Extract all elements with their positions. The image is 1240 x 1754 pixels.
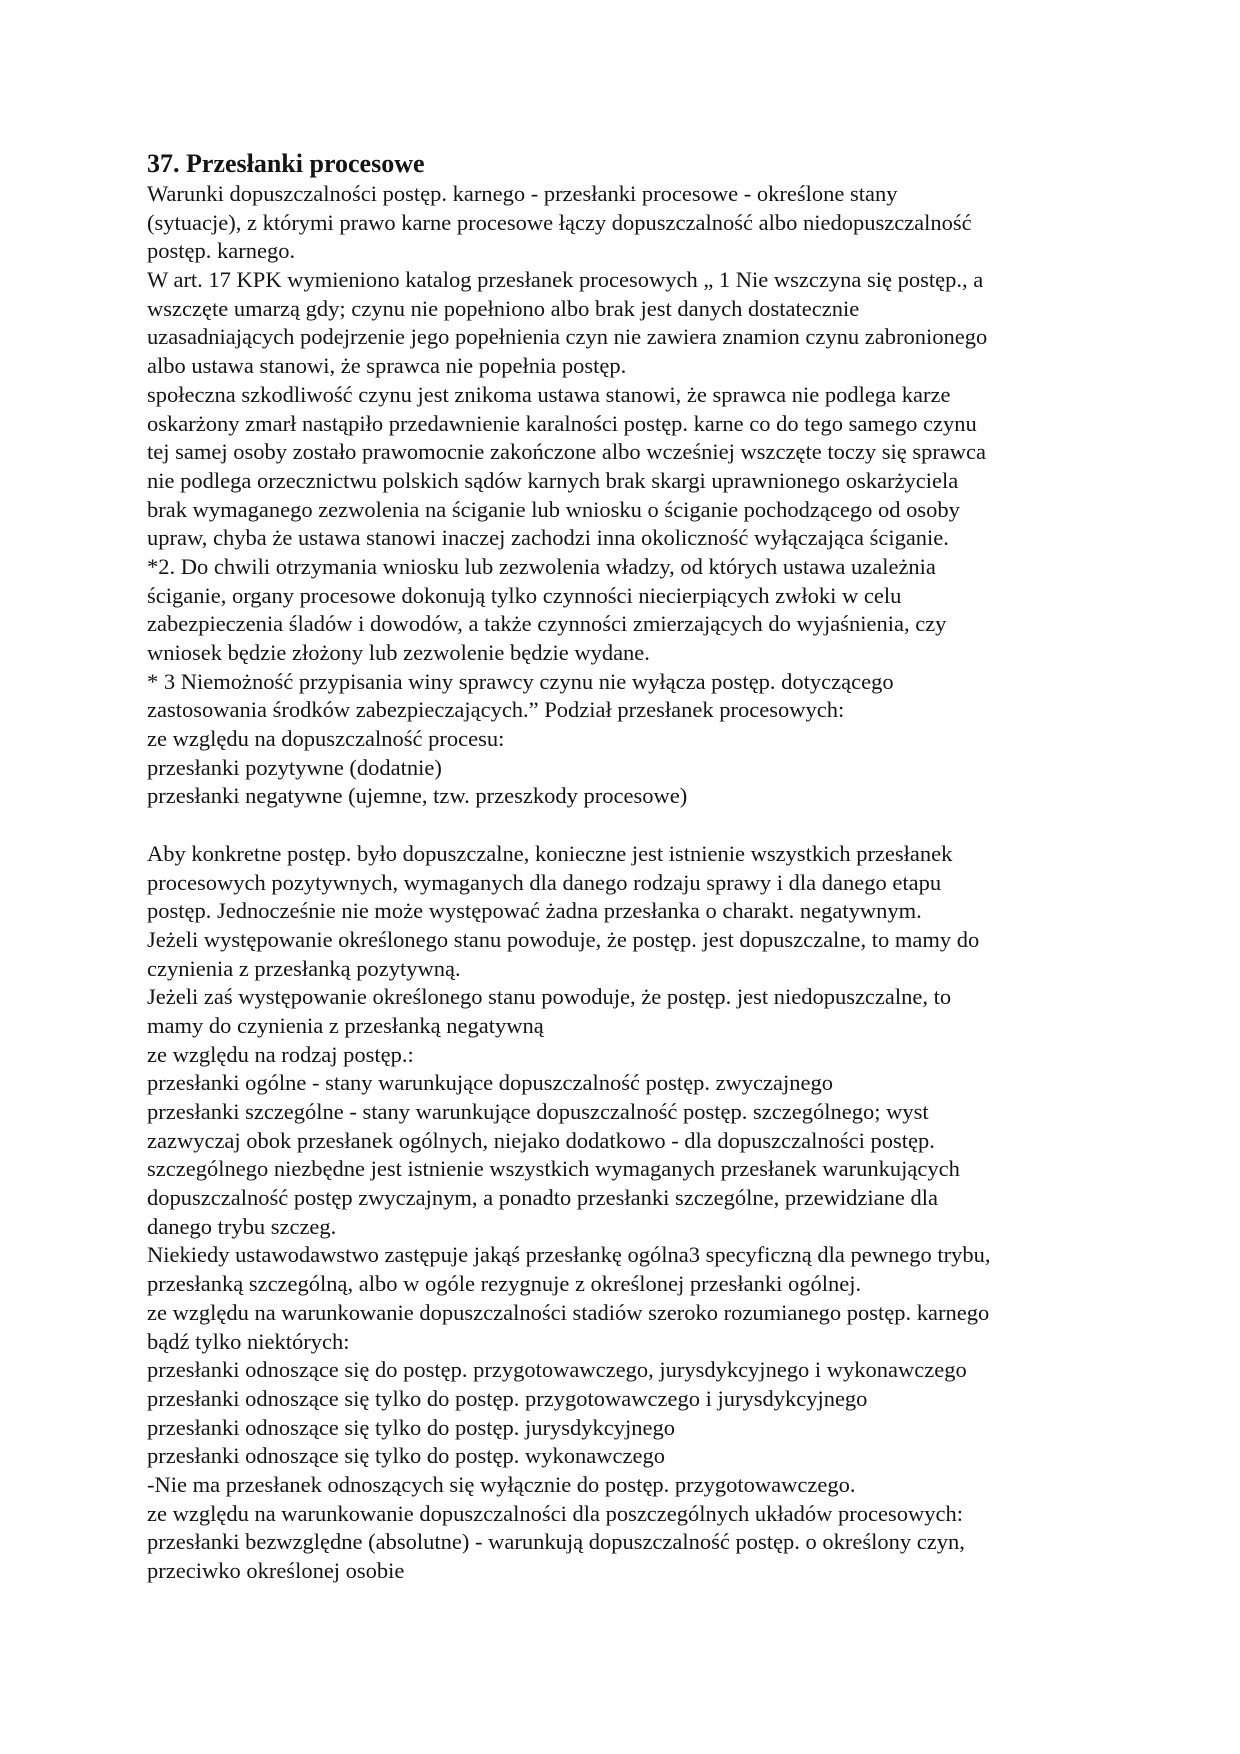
text-line: czynienia z przesłanką pozytywną. — [147, 955, 461, 981]
text-line: ze względu na warunkowanie dopuszczalności stadiów szeroko rozumianego postęp. karnego — [147, 1299, 990, 1325]
text-line: postęp. karnego. — [147, 238, 296, 264]
text-line: -Nie ma przesłanek odnoszących się wyłącznie do postęp. przygotowawczego. — [147, 1471, 856, 1497]
text-line: W art. 17 KPK wymieniono katalog przesłanek procesowych „ 1 Nie wszczyna się postęp., a — [147, 267, 984, 293]
text-line: przesłanki negatywne (ujemne, tzw. przeszkody procesowe) — [147, 783, 688, 809]
text-line: przesłanki pozytywne (dodatnie) — [147, 754, 442, 780]
text-line: Niekiedy ustawodawstwo zastępuje jakąś przesłankę ogólna3 specyficzną dla pewnego trybu, — [147, 1242, 991, 1268]
text-line: albo ustawa stanowi, że sprawca nie popełnia postęp. — [147, 353, 627, 379]
text-line: bądź tylko niektórych: — [147, 1328, 350, 1354]
text-line: zabezpieczenia śladów i dowodów, a także czynności zmierzających do wyjaśnienia, czy — [147, 611, 947, 637]
text-line: ściganie, organy procesowe dokonują tylko czynności niecierpiących zwłoki w celu — [147, 582, 902, 608]
text-line: upraw, chyba że ustawa stanowi inaczej zachodzi inna okoliczność wyłączająca ściganie. — [147, 525, 949, 551]
text-line: dopuszczalność postęp zwyczajnym, a ponadto przesłanki szczególne, przewidziane dla — [147, 1185, 938, 1211]
text-line: *2. Do chwili otrzymania wniosku lub zezwolenia władzy, od których ustawa uzależnia — [147, 553, 936, 579]
text-line: Jeżeli występowanie określonego stanu powoduje, że postęp. jest dopuszczalne, to mamy do — [147, 926, 980, 952]
text-line: przesłanki szczególne - stany warunkujące dopuszczalność postęp. szczególnego; wyst — [147, 1099, 929, 1124]
text-line: przesłanką szczególną, albo w ogóle rezygnuje z określonej przesłanki ogólnej. — [147, 1271, 862, 1297]
text-line: Jeżeli zaś występowanie określonego stanu powoduje, że postęp. jest niedopuszczalne, to — [147, 984, 952, 1010]
text-line: oskarżony zmarł nastąpiło przedawnienie karalności postęp. karne co do tego samego czynu — [147, 410, 977, 436]
text-line: wszczęte umarzą gdy; czynu nie popełniono albo brak jest danych dostatecznie — [147, 295, 860, 321]
text-line: społeczna szkodliwość czynu jest znikoma ustawa stanowi, że sprawca nie podlega karze — [147, 381, 951, 407]
text-line: ze względu na dopuszczalność procesu: — [147, 726, 505, 752]
text-line: (sytuacje), z którymi prawo karne procesowe łączy dopuszczalność albo niedopuszczalność — [147, 209, 972, 235]
text-line: przeciwko określonej osobie — [147, 1558, 405, 1583]
text-line: przesłanki odnoszące się tylko do postęp. wykonawczego — [147, 1443, 665, 1469]
text-line: nie podlega orzecznictwu polskich sądów karnych brak skargi uprawnionego oskarżyciela — [147, 467, 959, 493]
text-line: Aby konkretne postęp. było dopuszczalne, konieczne jest istnienie wszystkich przesłanek — [147, 840, 953, 866]
text-line: ze względu na warunkowanie dopuszczalności dla poszczególnych układów procesowych: — [147, 1500, 963, 1526]
text-line: przesłanki odnoszące się tylko do postęp. przygotowawczego i jurysdykcyjnego — [147, 1385, 868, 1411]
text-line: przesłanki bezwzględne (absolutne) - warunkują dopuszczalność postęp. o określony czyn, — [147, 1529, 965, 1555]
text-line: brak wymaganego zezwolenia na ściganie lub wniosku o ściganie pochodzącego od osoby — [147, 496, 960, 522]
text-line: zastosowania środków zabezpieczających.” Podział przesłanek procesowych: — [147, 697, 845, 723]
text-line: przesłanki ogólne - stany warunkujące dopuszczalność postęp. zwyczajnego — [147, 1070, 833, 1096]
text-line: uzasadniających podejrzenie jego popełnienia czyn nie zawiera znamion czynu zabronionego — [147, 324, 988, 350]
document-body — [147, 180, 1092, 1586]
text-line: ze względu na rodzaj postęp.: — [147, 1041, 414, 1067]
text-line: * 3 Niemożność przypisania winy sprawcy czynu nie wyłącza postęp. dotyczącego — [147, 668, 894, 694]
text-line: Warunki dopuszczalności postęp. karnego - przesłanki procesowe - określone stany — [147, 181, 898, 206]
text-line: przesłanki odnoszące się tylko do postęp. jurysdykcyjnego — [147, 1414, 676, 1440]
document-page — [147, 148, 1092, 1586]
document-title: 37. Przesłanki procesowe — [147, 149, 425, 178]
text-line: przesłanki odnoszące się do postęp. przygotowawczego, jurysdykcyjnego i wykonawczego — [147, 1357, 967, 1383]
text-line: tej samej osoby zostało prawomocnie zakończone albo wcześniej wszczęte toczy się sprawca — [147, 439, 987, 465]
text-line: mamy do czynienia z przesłanką negatywną — [147, 1012, 544, 1038]
text-line: wniosek będzie złożony lub zezwolenie będzie wydane. — [147, 640, 650, 665]
text-line: procesowych pozytywnych, wymaganych dla danego rodzaju sprawy i dla danego etapu — [147, 869, 942, 895]
text-line: zazwyczaj obok przesłanek ogólnych, niejako dodatkowo - dla dopuszczalności postęp. — [147, 1127, 935, 1153]
text-line: danego trybu szczeg. — [147, 1213, 337, 1239]
text-line: postęp. Jednocześnie nie może występować żadna przesłanka o charakt. negatywnym. — [147, 898, 922, 924]
text-line: szczególnego niezbędne jest istnienie wszystkich wymaganych przesłanek warunkujących — [147, 1156, 960, 1182]
blank-line — [147, 811, 1092, 840]
